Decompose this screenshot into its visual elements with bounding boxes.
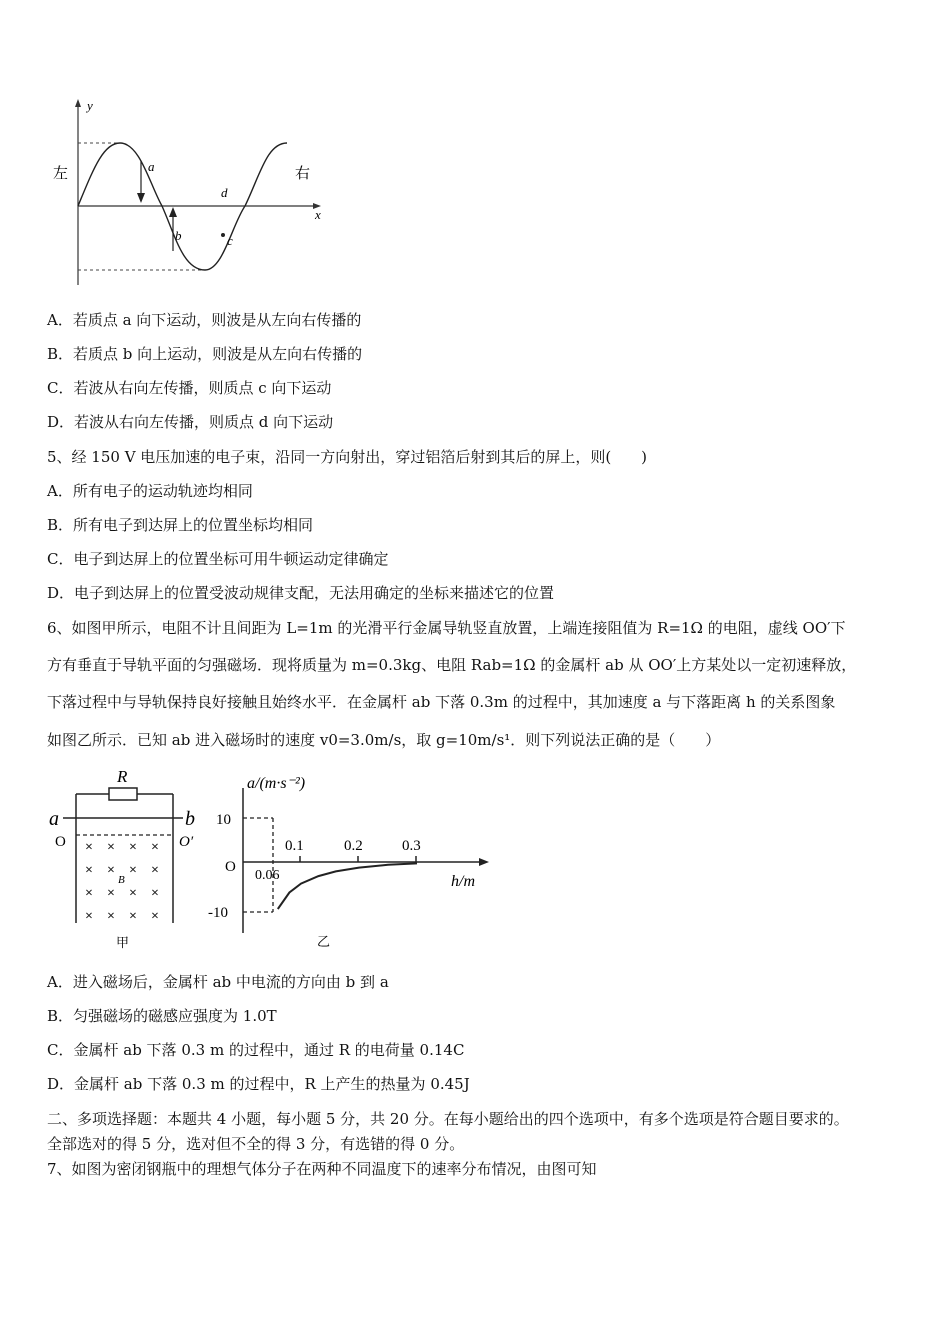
svg-text:×: × <box>85 840 93 855</box>
q4-option-d: D．若波从右向左传播，则质点 d 向下运动 <box>47 413 334 431</box>
svg-text:×: × <box>85 909 93 924</box>
x-tick-0-1: 0.1 <box>285 838 304 854</box>
up-arrow-icon <box>169 207 177 217</box>
svg-text:×: × <box>107 840 115 855</box>
wave-y-label: y <box>87 98 93 113</box>
figure-yi <box>205 768 495 958</box>
line-label-o: O <box>55 834 66 850</box>
svg-text:×: × <box>151 863 159 878</box>
wave-figure <box>45 95 345 295</box>
wave-y-arrow-icon <box>75 99 81 107</box>
figure-jia <box>45 765 215 955</box>
section2-line-1: 二、多项选择题：本题共 4 小题，每小题 5 分，共 20 分。在每小题给出的四个选项中，有多个选项是符合题目要求的。 <box>47 1110 849 1128</box>
right-label: 右 <box>295 166 311 182</box>
q6-option-a: A．进入磁场后，金属杆 ab 中电流的方向由 b 到 a <box>47 973 389 991</box>
y-tick-neg10: -10 <box>208 905 228 921</box>
resistor-label: R <box>117 767 128 786</box>
point-a-label: a <box>148 159 155 174</box>
q6-stem-line-4: 如图乙所示．已知 ab 进入磁场时的速度 v0=3.0m/s，取 g=10m/s¹．则下列说法正确的是（ ） <box>47 731 721 749</box>
x-tick-0-2: 0.2 <box>344 838 363 854</box>
down-arrow-icon <box>137 193 145 203</box>
x-ticks <box>300 856 416 862</box>
rail-label-b: b <box>185 808 195 830</box>
q4-option-c: C．若波从右向左传播，则质点 c 向下运动 <box>47 379 332 397</box>
svg-text:×: × <box>107 909 115 924</box>
svg-text:×: × <box>85 863 93 878</box>
a-axis-label: a/(m·s⁻²) <box>247 775 306 792</box>
q6-option-c: C．金属杆 ab 下落 0.3 m 的过程中，通过 R 的电荷量 0.14C <box>47 1041 465 1059</box>
q5-stem: 5、经 150 V 电压加速的电子束，沿同一方向射出，穿过铝箔后射到其后的屏上，则( ) <box>47 448 648 466</box>
q5-option-c: C．电子到达屏上的位置坐标可用牛顿运动定律确定 <box>47 550 389 568</box>
svg-text:×: × <box>129 863 137 878</box>
q4-option-b: B．若质点 b 向上运动，则波是从左向右传播的 <box>47 345 363 363</box>
caption-jia: 甲 <box>116 935 130 950</box>
q5-option-b: B．所有电子到达屏上的位置坐标均相同 <box>47 516 314 534</box>
q7-stem: 7、如图为密闭钢瓶中的理想气体分子在两种不同温度下的速率分布情况，由图可知 <box>47 1160 597 1178</box>
svg-text:×: × <box>151 840 159 855</box>
rail-label-a: a <box>49 808 59 830</box>
point-d-label: d <box>221 185 228 200</box>
point-c-label: c <box>227 233 233 248</box>
x-tick-0-3: 0.3 <box>402 838 421 854</box>
resistor <box>109 788 137 800</box>
q5-option-a: A．所有电子的运动轨迹均相同 <box>47 482 253 500</box>
svg-text:×: × <box>151 909 159 924</box>
h-axis-arrow-icon <box>479 858 489 866</box>
svg-text:×: × <box>85 886 93 901</box>
q5-option-d: D．电子到达屏上的位置受波动规律支配，无法用确定的坐标来描述它的位置 <box>47 584 555 602</box>
h-axis-label: h/m <box>451 873 475 890</box>
entry-label-0-06: 0.06 <box>255 868 280 883</box>
q6-option-b: B．匀强磁场的磁感应强度为 1.0T <box>47 1007 277 1025</box>
svg-text:×: × <box>129 886 137 901</box>
origin-label: O <box>225 859 236 875</box>
q6-stem-line-1: 6、如图甲所示，电阻不计且间距为 L=1m 的光滑平行金属导轨竖直放置，上端连接阻值为 R=1Ω 的电阻，虚线 OO′下 <box>47 619 846 637</box>
section2-line-2: 全部选对的得 5 分，选对但不全的得 3 分，有选错的得 0 分。 <box>47 1135 465 1153</box>
acceleration-curve <box>278 863 417 909</box>
svg-text:×: × <box>107 886 115 901</box>
svg-text:×: × <box>107 863 115 878</box>
field-label-b: B <box>118 874 125 886</box>
q6-stem-line-2: 方有垂直于导轨平面的匀强磁场．现将质量为 m=0.3kg、电阻 Rab=1Ω 的金属杆 ab 从 OO′上方某处以一定初速释放， <box>47 656 857 674</box>
svg-text:×: × <box>129 909 137 924</box>
svg-text:×: × <box>129 840 137 855</box>
wave-x-label: x <box>315 207 321 222</box>
left-label: 左 <box>53 166 69 182</box>
q6-option-d: D．金属杆 ab 下落 0.3 m 的过程中，R 上产生的热量为 0.45J <box>47 1075 470 1093</box>
point-b-label: b <box>175 228 182 243</box>
q6-stem-line-3: 下落过程中与导轨保持良好接触且始终水平．在金属杆 ab 下落 0.3m 的过程中，其加速度 a 与下落距离 h 的关系图象 <box>47 693 836 711</box>
q4-option-a: A．若质点 a 向下运动，则波是从左向右传播的 <box>47 311 362 329</box>
line-label-o-prime: O′ <box>179 834 194 850</box>
svg-text:×: × <box>151 886 159 901</box>
caption-yi: 乙 <box>317 934 331 949</box>
y-tick-10: 10 <box>216 812 231 828</box>
point-c-dot <box>221 233 225 237</box>
